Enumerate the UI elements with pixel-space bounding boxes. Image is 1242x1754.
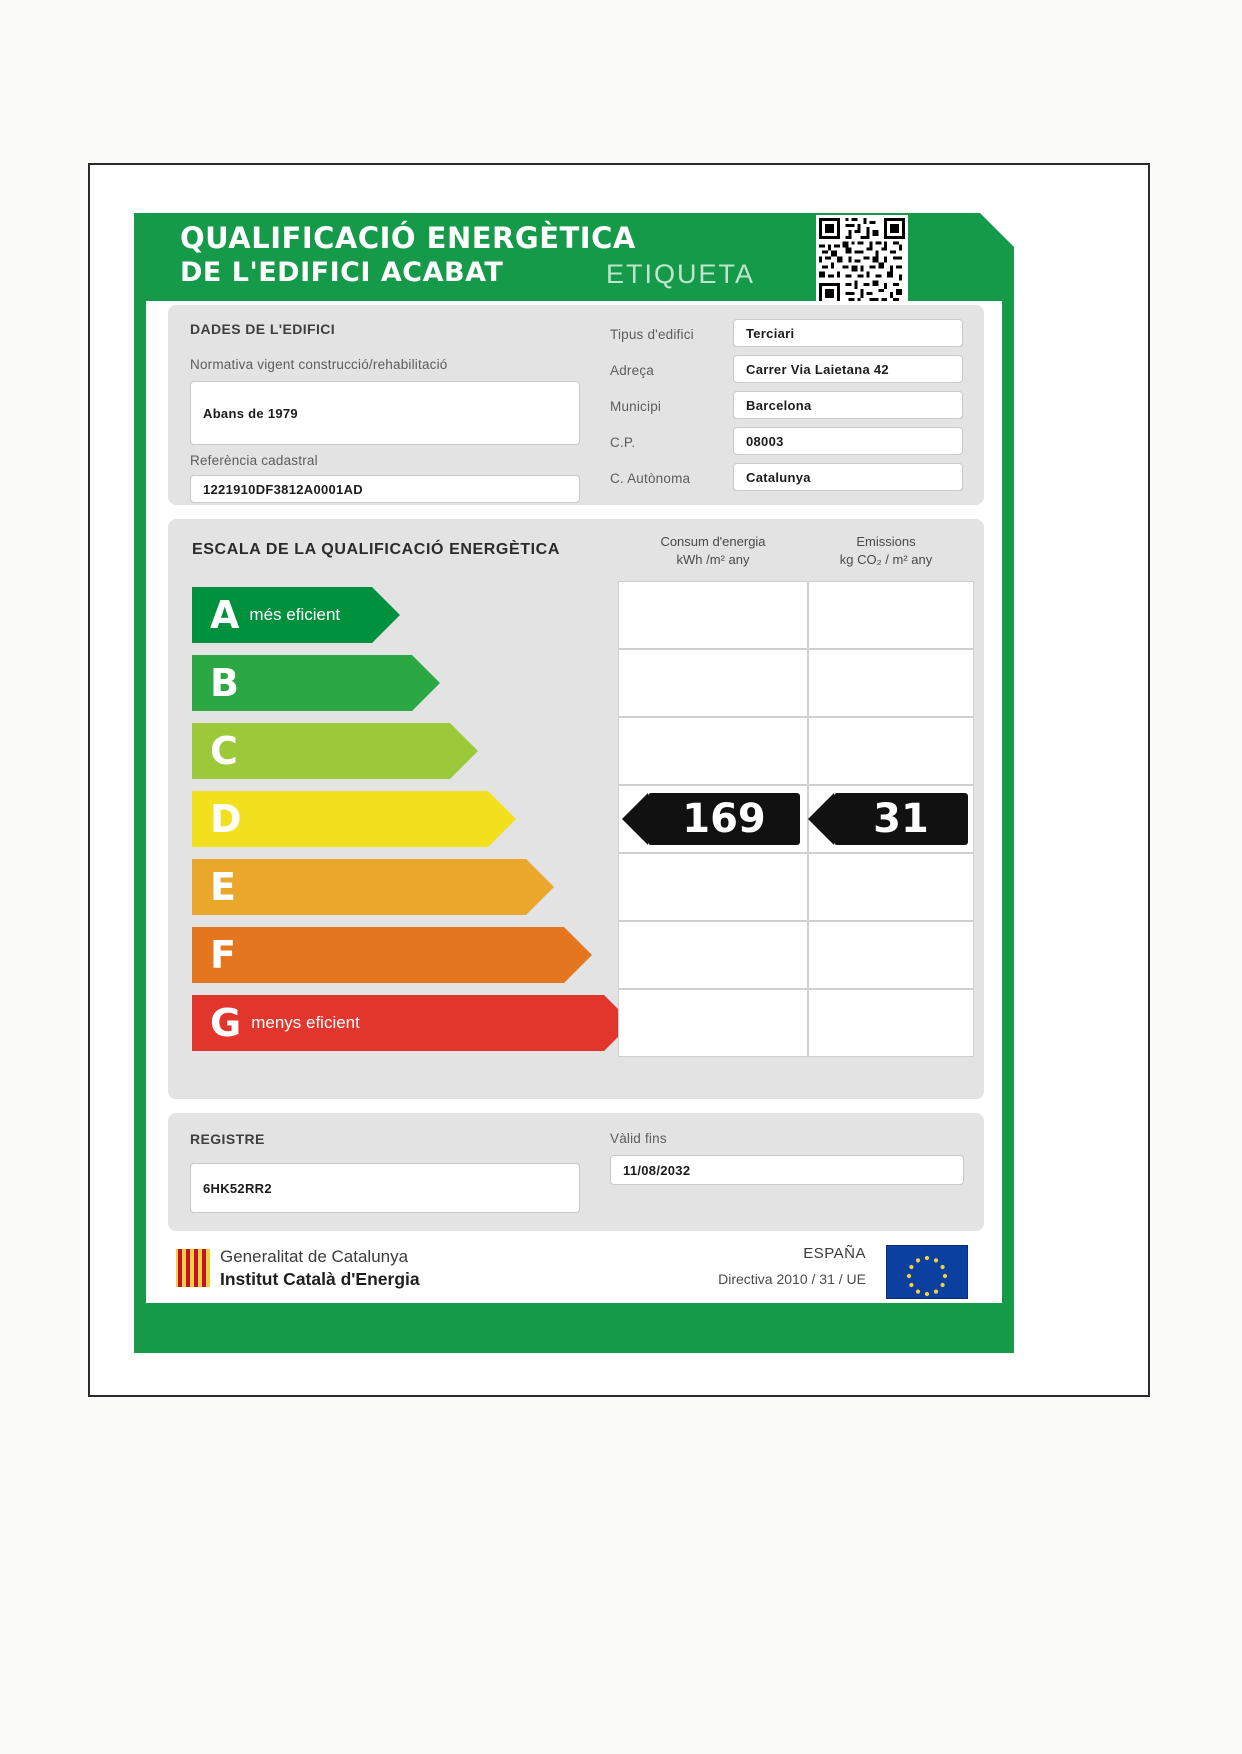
energy-class-row-g <box>192 989 612 1057</box>
class-letter-c: C <box>210 729 238 773</box>
comunitat-autonoma-value[interactable]: Catalunya <box>733 463 963 491</box>
building-data-title: DADES DE L'EDIFICI <box>190 321 336 337</box>
valid-until-label: Vàlid fins <box>610 1131 667 1146</box>
class-letter-b: B <box>210 661 239 705</box>
registry-value[interactable]: 6HK52RR2 <box>190 1163 580 1213</box>
class-letter-d: D <box>210 797 242 841</box>
certificate-header <box>146 213 1002 301</box>
eu-flag-icon <box>886 1245 968 1299</box>
qr-code-icon <box>816 215 908 307</box>
class-letter-e: E <box>210 865 236 909</box>
least-efficient-note: menys eficient <box>251 1013 360 1032</box>
certificate-footer <box>168 1245 984 1311</box>
codi-postal-value[interactable]: 08003 <box>733 427 963 455</box>
consum-cell-c <box>618 717 808 785</box>
icaen-name: Institut Català d'Energia <box>220 1269 420 1289</box>
valid-until-value[interactable]: 11/08/2032 <box>610 1155 964 1185</box>
emissions-cell-f <box>808 921 974 989</box>
energy-class-bar-a <box>192 587 372 643</box>
arrow-icon <box>564 927 592 983</box>
energy-class-row-e <box>192 853 612 921</box>
comunitat-autonoma-label: C. Autònoma <box>610 471 691 486</box>
emissions-column-header: Emissions kg CO₂ / m² any <box>839 534 933 567</box>
consum-rating-tag: 169 <box>648 793 800 845</box>
energy-class-bar-b <box>192 655 412 711</box>
municipi-value[interactable]: Barcelona <box>733 391 963 419</box>
energy-class-row-c <box>192 717 612 785</box>
energy-class-bar-d <box>192 791 488 847</box>
arrow-icon <box>450 723 478 779</box>
most-efficient-note: més eficient <box>249 605 341 624</box>
consum-cell-e <box>618 853 808 921</box>
municipi-label: Municipi <box>610 399 662 414</box>
consum-cell-b <box>618 649 808 717</box>
emissions-cell-b <box>808 649 974 717</box>
consum-column-header: Consum d'energia kWh /m² any <box>660 534 766 567</box>
building-data-panel <box>168 305 984 505</box>
energy-class-row-d <box>192 785 612 853</box>
emissions-cell-a <box>808 581 974 649</box>
emissions-cell-c <box>808 717 974 785</box>
class-letter-g: G <box>210 1001 242 1045</box>
tipus-edifici-value[interactable]: Terciari <box>733 319 963 347</box>
referencia-cadastral-label: Referència cadastral <box>190 453 318 468</box>
energy-class-row-f <box>192 921 612 989</box>
registry-title: REGISTRE <box>190 1131 265 1147</box>
emissions-cell-g <box>808 989 974 1057</box>
arrow-icon <box>372 587 400 643</box>
generalitat-name: Generalitat de Catalunya <box>220 1247 409 1266</box>
country-label: ESPAÑA <box>803 1245 866 1262</box>
page-title-line1: QUALIFICACIÓ ENERGÈTICA <box>180 221 636 255</box>
energy-class-bars <box>192 581 612 1057</box>
class-letter-a: A <box>210 593 240 637</box>
consum-cell-f <box>618 921 808 989</box>
energy-class-bar-f <box>192 927 564 983</box>
referencia-cadastral-value[interactable]: 1221910DF3812A0001AD <box>190 475 580 503</box>
energy-class-bar-c <box>192 723 450 779</box>
arrow-icon <box>526 859 554 915</box>
adreca-value[interactable]: Carrer Via Laietana 42 <box>733 355 963 383</box>
etiqueta-label: ETIQUETA <box>606 259 756 289</box>
class-letter-f: F <box>210 933 236 977</box>
page-title-line2: DE L'EDIFICI ACABAT <box>180 257 504 288</box>
energy-class-bar-g <box>192 995 604 1051</box>
codi-postal-label: C.P. <box>610 435 636 450</box>
emissions-rating-tag: 31 <box>834 793 968 845</box>
consum-cell-a <box>618 581 808 649</box>
arrow-icon <box>412 655 440 711</box>
energy-scale-panel <box>168 519 984 1099</box>
normativa-label: Normativa vigent construcció/rehabilitació <box>190 357 448 372</box>
registry-panel <box>168 1113 984 1231</box>
energy-class-row-b <box>192 649 612 717</box>
normativa-value[interactable]: Abans de 1979 <box>190 381 580 445</box>
arrow-icon <box>488 791 516 847</box>
energy-class-bar-e <box>192 859 526 915</box>
energy-scale-title: ESCALA DE LA QUALIFICACIÓ ENERGÈTICA <box>192 541 560 558</box>
green-frame <box>134 213 1014 1353</box>
adreca-label: Adreça <box>610 363 654 378</box>
generalitat-logo-icon <box>176 1249 210 1287</box>
certificate-paper <box>88 163 1150 1397</box>
certificate-body <box>146 301 1002 1303</box>
tipus-edifici-label: Tipus d'edifici <box>610 327 694 342</box>
consum-cell-g <box>618 989 808 1057</box>
directive-label: Directiva 2010 / 31 / UE <box>718 1271 866 1287</box>
energy-class-row-a <box>192 581 612 649</box>
emissions-cell-e <box>808 853 974 921</box>
